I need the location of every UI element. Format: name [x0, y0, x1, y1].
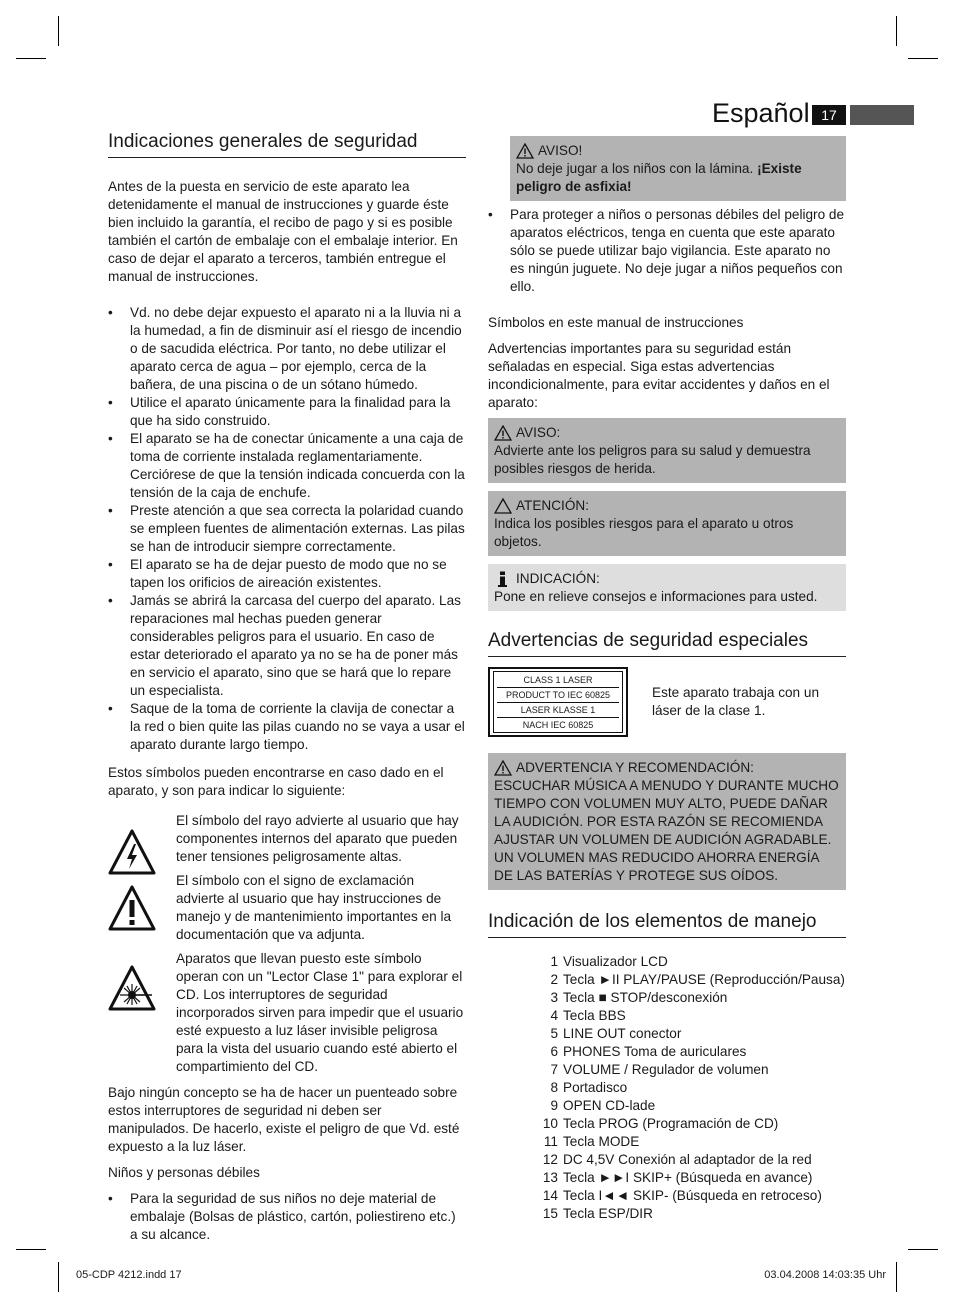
- list-item: • Preste atención a que sea correcta la polaridad cuando se empleen fuentes de alimentación externas. Las pilas se han de introducir siempre correctamente.: [108, 502, 466, 556]
- symbol-text: Aparatos que llevan puesto este símbolo operan con un "Lector Clase 1" para explorar el CD. Los interruptores de seguridad incorporados sirven para impedir que el usuario esté expuesto a luz láser invisible peligrosa para la vista del usuario cuando esté abierto el compartimiento del CD.: [176, 951, 464, 1074]
- warning-text: No deje jugar a los niños con la lámina. ¡Existe peligro de asfixia!: [516, 161, 802, 194]
- list-item: • Saque de la toma de corriente la clavija de conectar a la red o bien quite las pilas cuando no se vaya a usar el aparato durante largo tiempo.: [108, 700, 466, 754]
- indicacion-label: INDICACIÓN:: [516, 571, 600, 586]
- crop-mark: [58, 16, 59, 46]
- laser-label-line: PRODUCT TO IEC 60825: [505, 689, 611, 700]
- list-item: 8 Portadisco: [550, 1080, 628, 1095]
- section-heading-special-warnings: Advertencias de seguridad especiales: [488, 629, 846, 657]
- list-item: 10 Tecla PROG (Programación de CD): [542, 1116, 779, 1131]
- exclamation-warning-icon: [108, 884, 156, 932]
- controls-list: [488, 953, 846, 1223]
- safety-bullet-list: [108, 304, 466, 754]
- list-item: 3 Tecla ■ STOP/desconexión: [550, 990, 728, 1005]
- atencion-text: Indica los posibles riesgos para el aparato u otros objetos.: [494, 516, 794, 549]
- header-bar: [850, 105, 914, 125]
- section-heading-controls: Indicación de los elementos de manejo: [488, 910, 846, 938]
- caution-triangle-icon: [494, 498, 512, 514]
- children-protection-list: [488, 206, 846, 296]
- atencion-box: [488, 491, 846, 556]
- footer-timestamp: 03.04.2008 14:03:35 Uhr: [764, 1269, 886, 1281]
- list-item: 7 VOLUME / Regulador de volumen: [550, 1062, 769, 1077]
- laser-label-line: NACH IEC 60825: [522, 719, 594, 730]
- list-item: • El aparato se ha de conectar únicamente a una caja de toma de corriente instalada reglamentariamente. Cerciórese de que la tensión indicada concuerda con la tensión de la caja de enchufe.: [108, 430, 466, 502]
- page-number: 17: [812, 105, 846, 125]
- section-heading-general-safety: Indicaciones generales de seguridad: [108, 130, 466, 158]
- intro-paragraph: Antes de la puesta en servicio de este aparato lea detenidamente el manual de instrucciones y guarde éste bien incluido la garantía, el recibo de pago y si es posible también el cartón de embalaje con el embalaje interior. En caso de dejar el aparato a terceros, también entregue el manual de instrucciones.: [108, 179, 458, 284]
- lightning-warning-icon: [108, 828, 156, 876]
- symbol-text: El símbolo con el signo de exclamación advierte al usuario que hay instrucciones de manejo y de mantenimiento importantes en la documentación que va adjunta.: [176, 873, 452, 942]
- list-item: 4 Tecla BBS: [550, 1008, 626, 1023]
- crop-mark: [16, 1249, 46, 1250]
- crop-mark: [896, 1262, 897, 1292]
- symbol-lightning: [108, 812, 466, 866]
- crop-mark: [908, 58, 938, 59]
- list-item: 1 Visualizador LCD: [550, 954, 668, 969]
- recommendation-box: [488, 753, 846, 890]
- list-item: • El aparato se ha de dejar puesto de modo que no se tapen los orificios de aireación existentes.: [108, 556, 466, 592]
- symbol-exclamation: [108, 872, 466, 944]
- crop-mark: [896, 16, 897, 46]
- list-item: 13 Tecla ►►I SKIP+ (Búsqueda en avance): [542, 1170, 813, 1185]
- bypass-paragraph: Bajo ningún concepto se ha de hacer un puenteado sobre estos interruptores de seguridad ni deben ser manipulados. De hacerlo, existe el peligro de que Vd. esté expuesto a la luz láser.: [108, 1085, 460, 1154]
- warning-triangle-icon: [494, 760, 512, 776]
- list-item: 15 Tecla ESP/DIR: [542, 1206, 653, 1221]
- aviso-text: Advierte ante los peligros para su salud y demuestra posibles riesgos de herida.: [494, 443, 811, 476]
- warning-bold-text: ¡Existe peligro de asfixia!: [516, 161, 802, 194]
- atencion-label: ATENCIÓN:: [516, 498, 590, 513]
- laser-warning-icon: [108, 964, 156, 1012]
- list-item: 11 Tecla MODE: [543, 1134, 640, 1149]
- laser-class-row: [488, 667, 846, 737]
- warning-triangle-icon: [494, 425, 512, 441]
- crop-mark: [16, 58, 46, 59]
- warning-triangle-icon: [516, 143, 534, 159]
- subheading-children: Niños y personas débiles: [108, 1165, 260, 1180]
- list-item: • Vd. no debe dejar expuesto el aparato ni a la lluvia ni a la humedad, a fin de disminuir así el riesgo de incendio o de sacudida eléctrica. Por tanto, no debe utilizar el aparato cerca de agua – por ejemplo, cerca de la bañera, de una piscina o de un sótano húmedo.: [108, 304, 466, 394]
- info-icon: [494, 571, 512, 587]
- list-item: 9 OPEN CD-lade: [550, 1098, 656, 1113]
- left-column: [108, 130, 466, 1244]
- list-item: • Utilice el aparato únicamente para la finalidad para la que ha sido construido.: [108, 394, 466, 430]
- laser-label-line: CLASS 1 LASER: [523, 674, 593, 685]
- laser-label-line: LASER KLASSE 1: [520, 704, 596, 715]
- list-item: • Jamás se abrirá la carcasa del cuerpo del aparato. Las reparaciones mal hechas pueden generar considerables peligros para el usuario. En caso de estar deteriorado el aparato ya no se ha de poner más en servicio el aparato, sino que se hará que lo repare un especialista.: [108, 592, 466, 700]
- crop-mark: [58, 1262, 59, 1292]
- list-item: • Para proteger a niños o personas débiles del peligro de aparatos eléctricos, tenga en cuenta que este aparato sólo se puede utilizar bajo vigilancia. Este aparato no es ningún juguete. No deje jugar a niños pequeños con ello.: [488, 206, 846, 296]
- right-column: [488, 136, 846, 1223]
- laser-class-text: Este aparato trabaja con un láser de la clase 1.: [652, 685, 820, 718]
- list-item: 2 Tecla ►II PLAY/PAUSE (Reproducción/Pausa): [550, 972, 845, 987]
- aviso-box: [488, 418, 846, 483]
- crop-mark: [908, 1249, 938, 1250]
- list-item: • Para la seguridad de sus niños no deje material de embalaje (Bolsas de plástico, cartón, poliestireno etc.) a su alcance.: [108, 1190, 466, 1244]
- laser-class-label: [488, 667, 628, 737]
- footer-file-info: 05-CDP 4212.indd 17: [76, 1269, 182, 1281]
- recommendation-text: ESCUCHAR MÚSICA A MENUDO Y DURANTE MUCHO TIEMPO CON VOLUMEN MUY ALTO, PUEDE DAÑAR LA AUDICIÓN. POR ESTA RAZÓN SE RECOMIENDA AJUSTAR UN VOLUMEN DE AUDICIÓN AGRADABLE. UN VOLUMEN MAS REDUCIDO AHORRA ENERGÍA DE LAS BATERÍAS Y PROTEGE SUS OÍDOS.: [494, 778, 839, 883]
- symbols-paragraph: Advertencias importantes para su seguridad están señaladas en especial. Siga estas advertencias incondicionalmente, para evitar accidentes y daños en el aparato:: [488, 341, 830, 410]
- list-item: 6 PHONES Toma de auriculares: [550, 1044, 747, 1059]
- warning-label: AVISO!: [538, 143, 583, 158]
- symbol-laser: [108, 950, 466, 1076]
- list-item: 5 LINE OUT conector: [550, 1026, 682, 1041]
- list-item: 14 Tecla I◄◄ SKIP- (Búsqueda en retroceso): [542, 1188, 822, 1203]
- recommendation-label: ADVERTENCIA Y RECOMENDACIÓN:: [516, 760, 754, 775]
- subheading-symbols: Símbolos en este manual de instrucciones: [488, 315, 744, 330]
- symbol-text: El símbolo del rayo advierte al usuario que hay componentes internos del aparato que pueden tener tensiones peligrosamente altas.: [176, 813, 459, 864]
- list-item: 12 DC 4,5V Conexión al adaptador de la red: [542, 1152, 812, 1167]
- indicacion-text: Pone en relieve consejos e informaciones para usted.: [494, 589, 818, 604]
- children-bullet-list: [108, 1190, 466, 1244]
- indicacion-box: [488, 564, 846, 611]
- warning-box-foil: [510, 136, 846, 201]
- page-title: Español: [712, 98, 810, 128]
- aviso-label: AVISO:: [516, 425, 561, 440]
- symbols-intro: Estos símbolos pueden encontrarse en caso dado en el aparato, y son para indicar lo siguiente:: [108, 765, 444, 798]
